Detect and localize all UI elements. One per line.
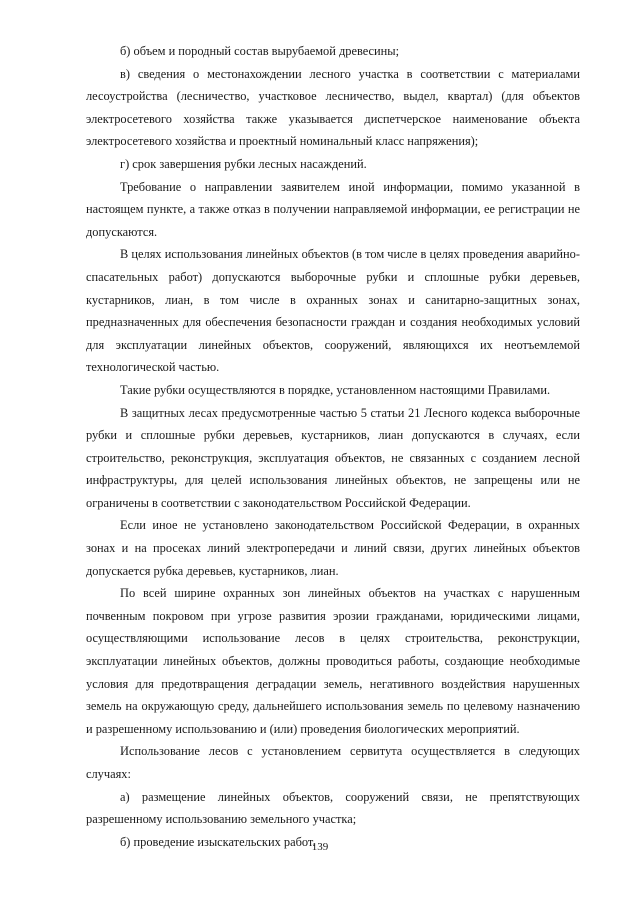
page-number: 139 <box>311 841 329 853</box>
paragraph-linear-objects-felling: В целях использования линейных объектов (в том числе в целях проведения аварийно-спасательных работ) допускаются выборочные рубки и сплошные рубки деревьев, кустарников, лиан, в том числе в охранных зонах и санитарно-защитных зонах, предназначенных для обеспечения безопасности граждан и создания необходимых условий для эксплуатации линейных объектов, сооружений, являющихся их неотъемлемой технологической частью. <box>86 247 580 375</box>
paragraph-erosion-works: По всей ширине охранных зон линейных объектов на участках с нарушенным почвенным покровом при угрозе развития эрозии гражданами, юридическими лицами, осуществляющими использование лесов в целях строительства, реконструкции, эксплуатации линейных объектов, должны проводиться работы, создающие необходимые условия для предотвращения деградации земель, негативного воздействия нарушенных земель на окружающую среду, дальнейшего использования земель по целевому назначению и разрешенному использованию и (или) проведения биологических мероприятий. <box>86 586 580 736</box>
paragraph-servitude-cases: Использование лесов с установлением сервитута осуществляется в следующих случаях: <box>86 744 580 781</box>
paragraph-item-v-location: в) сведения о местонахождении лесного участка в соответствии с материалами лесоустройства (лесничество, участковое лесничество, выдел, квартал) (для объектов электросетевого хозяйства также указывается диспетчерское наименование объекта электросетевого хозяйства и проектный номинальный класс напряжения); <box>86 66 580 149</box>
paragraph-item-b-surveys: б) проведение изыскательских работ. <box>120 834 316 849</box>
paragraph-item-g-deadline: г) срок завершения рубки лесных насаждений. <box>120 156 367 171</box>
body-text <box>86 40 580 853</box>
paragraph-item-b-volume: б) объем и породный состав вырубаемой древесины; <box>120 44 400 58</box>
paragraph-protective-forests: В защитных лесах предусмотренные частью 5 статьи 21 Лесного кодекса выборочные рубки и сплошные рубки деревьев, кустарников, лиан допускаются в случаях, если строительство, реконструкция, эксплуатация объектов, не связанных с созданием лесной инфраструктуры, для целей использования линейных объектов, не запрещены или не ограничены в соответствии с законодательством Российской Федерации. <box>86 405 580 510</box>
paragraph-other-info-requirement: Требование о направлении заявителем иной информации, помимо указанной в настоящем пункте, а также отказ в получении направляемой информации, ее регистрации не допускаются. <box>86 179 580 239</box>
paragraph-item-a-placement: а) размещение линейных объектов, сооружений связи, не препятствующих разрешенному использованию земельного участка; <box>86 789 580 827</box>
paragraph-protection-zones: Если иное не установлено законодательством Российской Федерации, в охранных зонах и на просеках линий электропередачи и линий связи, других линейных объектов допускается рубка деревьев, кустарников, лиан. <box>86 518 580 578</box>
paragraph-felling-procedure: Такие рубки осуществляются в порядке, установленном настоящими Правилами. <box>120 382 551 397</box>
